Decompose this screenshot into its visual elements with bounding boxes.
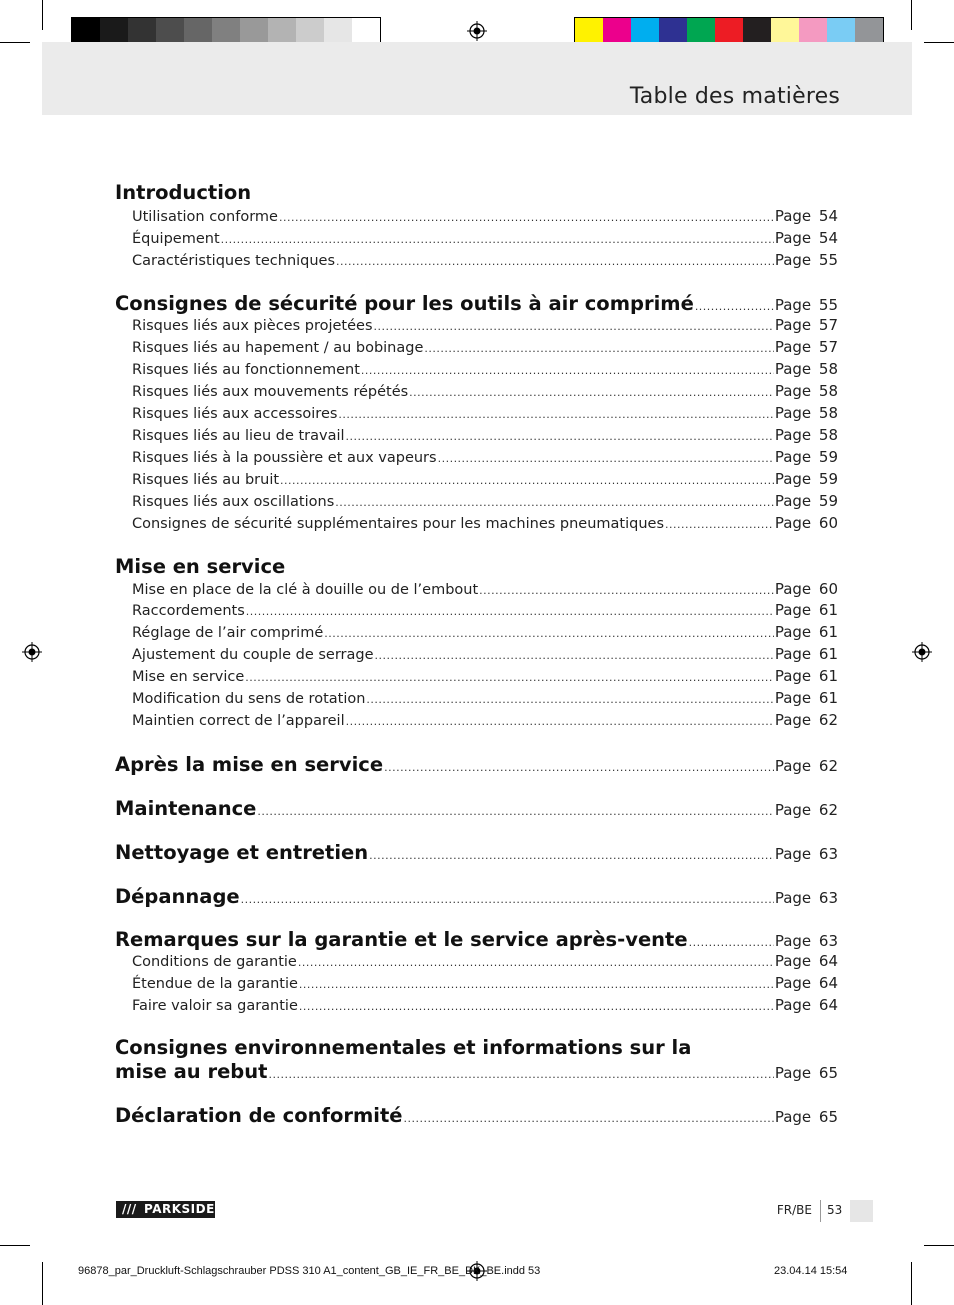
toc-page-ref: Page 62: [774, 757, 838, 775]
dot-leader: [369, 849, 774, 862]
slug-filename: 96878_par_Druckluft-Schlagschrauber PDSS 310 A1_content_GB_IE_FR_BE_DK_BE.indd 53: [78, 1265, 541, 1277]
footer-tab: [850, 1200, 873, 1222]
toc-entry[interactable]: [115, 404, 838, 422]
toc-entry[interactable]: [115, 492, 838, 510]
color-swatch: [687, 18, 715, 45]
toc-section-heading: Introduction: [115, 181, 252, 204]
color-swatch: [184, 18, 212, 45]
color-swatch: [575, 18, 603, 45]
toc-page-ref: Page 60: [774, 580, 838, 598]
toc-page-ref: Page 58: [774, 404, 838, 422]
toc-page-ref: Page 62: [774, 711, 838, 729]
color-swatch: [240, 18, 268, 45]
color-swatch: [659, 18, 687, 45]
dot-leader: [665, 518, 774, 531]
toc-entry-label: Risques liés au lieu de travail: [132, 428, 345, 444]
toc-entry-label: Équipement: [132, 231, 220, 247]
toc-entry-label: Risques liés au fonctionnement: [132, 362, 360, 378]
dot-leader: [246, 605, 774, 618]
toc-entry[interactable]: [115, 251, 838, 269]
dot-leader: [384, 761, 774, 774]
color-swatch: [324, 18, 352, 45]
dot-leader: [336, 255, 774, 268]
toc-entry-label: Modification du sens de rotation: [132, 691, 366, 707]
toc-entry-label: Faire valoir sa garantie: [132, 998, 298, 1014]
toc-page-ref: Page 58: [774, 382, 838, 400]
color-swatch: [296, 18, 324, 45]
toc-entry[interactable]: [115, 207, 838, 225]
crop-mark: [42, 1262, 43, 1305]
toc-entry[interactable]: [115, 667, 838, 685]
toc-page-ref: Page 55: [774, 251, 838, 269]
crop-mark: [924, 1245, 954, 1246]
toc-entry[interactable]: [115, 952, 838, 970]
toc-entry-label: Consignes de sécurité pour les outils à air comprimé: [115, 292, 694, 315]
toc-entry-label: Utilisation conforme: [132, 209, 278, 225]
toc-heading-entry[interactable]: [115, 753, 838, 776]
slug-date: 23.04.14 15:54: [774, 1265, 848, 1277]
dot-leader: [324, 627, 774, 640]
color-swatch: [603, 18, 631, 45]
toc-page-ref: Page 54: [774, 229, 838, 247]
color-swatch: [743, 18, 771, 45]
footer-divider: [820, 1200, 821, 1222]
toc-heading-entry[interactable]: [115, 928, 838, 951]
toc-entry-label: Risques liés à la poussière et aux vapeurs: [132, 450, 437, 466]
toc-page-ref: Page 55: [774, 296, 838, 314]
toc-page-ref: Page 63: [774, 932, 838, 950]
logo-stripes-icon: ///: [122, 1202, 137, 1216]
color-swatch: [715, 18, 743, 45]
dot-leader: [257, 805, 773, 818]
toc-heading-entry[interactable]: [115, 1060, 838, 1083]
toc-entry[interactable]: [115, 580, 838, 598]
registration-mark-icon: [22, 642, 42, 662]
dot-leader: [280, 474, 774, 487]
footer-page-number: 53: [827, 1203, 843, 1217]
toc-entry[interactable]: [115, 360, 838, 378]
toc-heading-entry[interactable]: [115, 292, 838, 315]
toc-entry-label: Risques liés au hapement / au bobinage: [132, 340, 424, 356]
toc-page-ref: Page 59: [774, 492, 838, 510]
toc-entry-label: Risques liés au bruit: [132, 472, 280, 488]
toc-entry-label: Risques liés aux pièces projetées: [132, 318, 373, 334]
dot-leader: [409, 386, 774, 399]
color-swatch: [128, 18, 156, 45]
toc-page-ref: Page 64: [774, 996, 838, 1014]
toc-entry-label: Risques liés aux oscillations: [132, 494, 335, 510]
dot-leader: [245, 671, 774, 684]
dot-leader: [221, 233, 774, 246]
toc-entry[interactable]: [115, 338, 838, 356]
color-swatch: [268, 18, 296, 45]
crop-mark: [911, 0, 912, 30]
crop-mark: [0, 1245, 30, 1246]
toc-entry-label: Mise en service: [132, 669, 245, 685]
toc-heading-entry[interactable]: [115, 797, 838, 820]
toc-page-ref: Page 57: [774, 316, 838, 334]
dot-leader: [375, 649, 774, 662]
dot-leader: [438, 452, 774, 465]
color-swatch: [72, 18, 100, 45]
toc-entry[interactable]: [115, 689, 838, 707]
crop-mark: [42, 0, 43, 30]
toc-page-ref: Page 58: [774, 426, 838, 444]
toc-section-heading: Mise en service: [115, 555, 286, 578]
color-swatch: [771, 18, 799, 45]
toc-entry-label: mise au rebut: [115, 1060, 268, 1083]
color-swatch: [352, 18, 380, 45]
dot-leader: [241, 893, 774, 906]
dot-leader: [374, 320, 774, 333]
color-swatch: [855, 18, 883, 45]
color-swatch: [799, 18, 827, 45]
dot-leader: [335, 496, 774, 509]
dot-leader: [479, 584, 774, 597]
brand-logo: [116, 1201, 215, 1218]
crop-mark: [924, 42, 954, 43]
toc-entry[interactable]: [115, 996, 838, 1014]
crop-mark: [911, 1262, 912, 1305]
toc-entry[interactable]: [115, 974, 838, 992]
toc-entry-label: Ajustement du couple de serrage: [132, 647, 374, 663]
toc-entry[interactable]: [115, 229, 838, 247]
toc-page-ref: Page 61: [774, 645, 838, 663]
footer-language: FR/BE: [776, 1203, 812, 1217]
toc-page-ref: Page 62: [774, 801, 838, 819]
toc-entry-label: Déclaration de conformité: [115, 1104, 403, 1127]
color-swatch: [100, 18, 128, 45]
toc-page-ref: Page 59: [774, 448, 838, 466]
toc-entry[interactable]: [115, 382, 838, 400]
dot-leader: [346, 430, 774, 443]
page-title: Table des matières: [629, 84, 840, 109]
color-swatch: [212, 18, 240, 45]
toc-page-ref: Page 63: [774, 889, 838, 907]
registration-mark-icon: [467, 21, 487, 41]
toc-heading-entry[interactable]: [115, 841, 838, 864]
toc-page-ref: Page 61: [774, 689, 838, 707]
toc-section-heading: Consignes environnementales et informations sur la: [115, 1036, 692, 1059]
toc-entry[interactable]: [115, 470, 838, 488]
dot-leader: [404, 1112, 774, 1125]
color-swatch: [631, 18, 659, 45]
toc-entry-label: Étendue de la garantie: [132, 976, 298, 992]
dot-leader: [689, 936, 774, 949]
toc-entry-label: Risques liés aux mouvements répétés: [132, 384, 409, 400]
toc-entry[interactable]: [115, 645, 838, 663]
dot-leader: [346, 715, 774, 728]
registration-mark-icon: [912, 642, 932, 662]
brand-name: PARKSIDE: [144, 1202, 215, 1216]
toc-entry[interactable]: [115, 601, 838, 619]
toc-entry[interactable]: [115, 711, 838, 729]
toc-entry-label: Mise en place de la clé à douille ou de l’embout: [132, 582, 479, 598]
color-swatch: [156, 18, 184, 45]
toc-entry-label: Nettoyage et entretien: [115, 841, 369, 864]
toc-entry-label: Maintenance: [115, 797, 257, 820]
toc-page-ref: Page 64: [774, 974, 838, 992]
toc-entry[interactable]: [115, 316, 838, 334]
toc-page-ref: Page 54: [774, 207, 838, 225]
toc-entry-label: Raccordements: [132, 603, 245, 619]
toc-entry-label: Conditions de garantie: [132, 954, 297, 970]
dot-leader: [424, 342, 773, 355]
dot-leader: [279, 211, 774, 224]
toc-page-ref: Page 59: [774, 470, 838, 488]
toc-page-ref: Page 65: [774, 1108, 838, 1126]
dot-leader: [299, 978, 774, 991]
dot-leader: [361, 364, 774, 377]
dot-leader: [268, 1068, 773, 1081]
toc-page-ref: Page 61: [774, 623, 838, 641]
toc-entry[interactable]: [115, 623, 838, 641]
dot-leader: [338, 408, 773, 421]
color-swatch: [827, 18, 855, 45]
toc-entry-label: Maintien correct de l’appareil: [132, 713, 345, 729]
toc-entry-label: Réglage de l’air comprimé: [132, 625, 324, 641]
toc-page-ref: Page 65: [774, 1064, 838, 1082]
toc-entry[interactable]: [115, 448, 838, 466]
toc-entry-label: Après la mise en service: [115, 753, 384, 776]
toc-entry-label: Remarques sur la garantie et le service après-vente: [115, 928, 688, 951]
toc-entry-label: Consignes de sécurité supplémentaires pour les machines pneumatiques: [132, 516, 665, 532]
toc-page-ref: Page 60: [774, 514, 838, 532]
toc-heading-entry[interactable]: [115, 1104, 838, 1127]
toc-page-ref: Page 58: [774, 360, 838, 378]
toc-page-ref: Page 61: [774, 601, 838, 619]
toc-entry-label: Risques liés aux accessoires: [132, 406, 338, 422]
toc-page-ref: Page 57: [774, 338, 838, 356]
toc-page-ref: Page 64: [774, 952, 838, 970]
dot-leader: [299, 1000, 774, 1013]
dot-leader: [695, 300, 774, 313]
dot-leader: [366, 693, 773, 706]
toc-entry-label: Dépannage: [115, 885, 240, 908]
toc-heading-entry[interactable]: [115, 885, 838, 908]
toc-entry-label: Caractéristiques techniques: [132, 253, 336, 269]
toc-page-ref: Page 63: [774, 845, 838, 863]
crop-mark: [0, 42, 30, 43]
toc-page-ref: Page 61: [774, 667, 838, 685]
dot-leader: [298, 956, 774, 969]
toc-entry[interactable]: [115, 426, 838, 444]
toc-entry[interactable]: [115, 514, 838, 532]
